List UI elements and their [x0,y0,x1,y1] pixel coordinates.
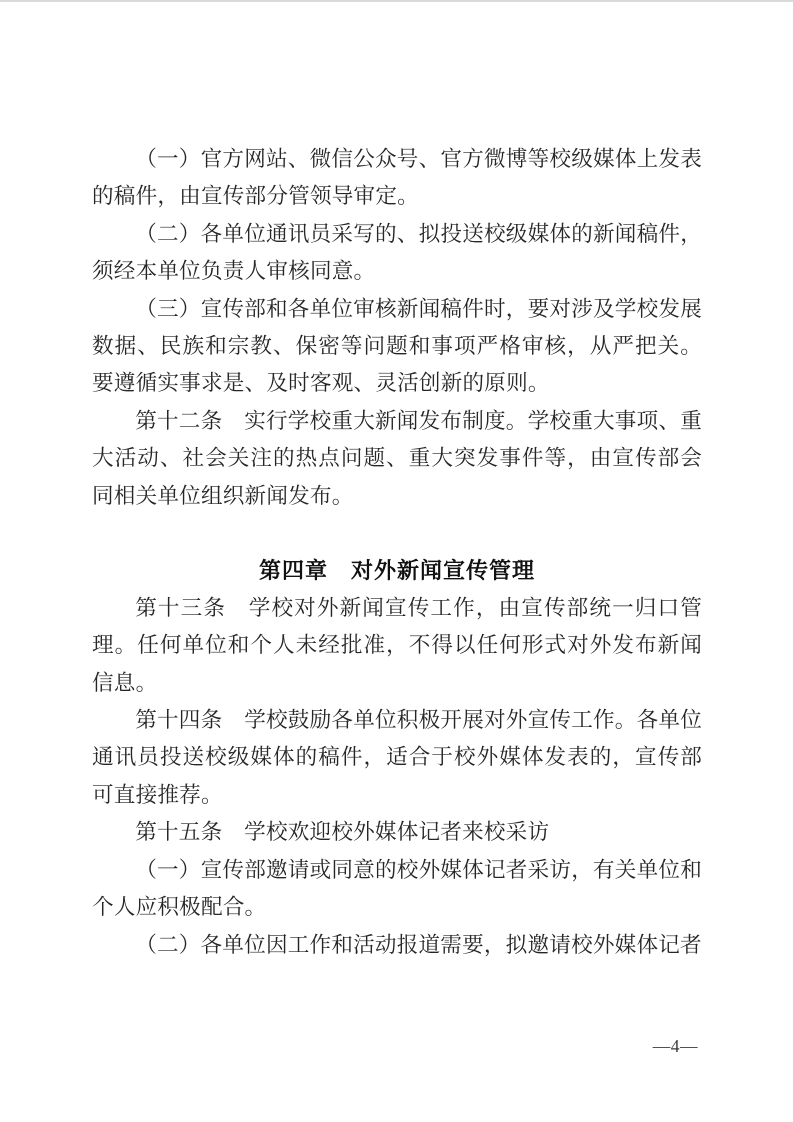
paragraph-item-15-1: （一）宣传部邀请或同意的校外媒体记者采访，有关单位和个人应积极配合。 [92,857,702,920]
scan-edge-artifact [0,0,793,2]
document-body [92,141,702,964]
paragraph-item-15-2: （二）各单位因工作和活动报道需要，拟邀请校外媒体记者 [135,932,702,957]
paragraph-article-13: 第十三条 学校对外新闻宣传工作，由宣传部统一归口管理。任何单位和个人未经批准，不得以任何形式对外发布新闻信息。 [92,595,702,695]
paragraph-article-15: 第十五条 学校欢迎校外媒体记者来校采访 [135,820,550,845]
paragraph-article-12: 第十二条 实行学校重大新闻发布制度。学校重大事项、重大活动、社会关注的热点问题、重大突发事件等，由宣传部会同相关单位组织新闻发布。 [92,408,702,508]
paragraph-item-2: （二）各单位通讯员采写的、拟投送校级媒体的新闻稿件，须经本单位负责人审核同意。 [92,221,702,284]
paragraph-item-3: （三）宣传部和各单位审核新闻稿件时，要对涉及学校发展数据、民族和宗教、保密等问题和事项严格审核，从严把关。要遵循实事求是、及时客观、灵活创新的原则。 [92,296,702,396]
paragraph-item-1: （一）官方网站、微信公众号、官方微博等校级媒体上发表的稿件，由宣传部分管领导审定。 [92,147,702,209]
page-number: —4— [652,1036,698,1056]
paragraph-article-14: 第十四条 学校鼓励各单位积极开展对外宣传工作。各单位通讯员投送校级媒体的稿件，适合于校外媒体发表的，宣传部可直接推荐。 [92,708,702,807]
chapter-heading: 第四章 对外新闻宣传管理 [258,558,535,584]
